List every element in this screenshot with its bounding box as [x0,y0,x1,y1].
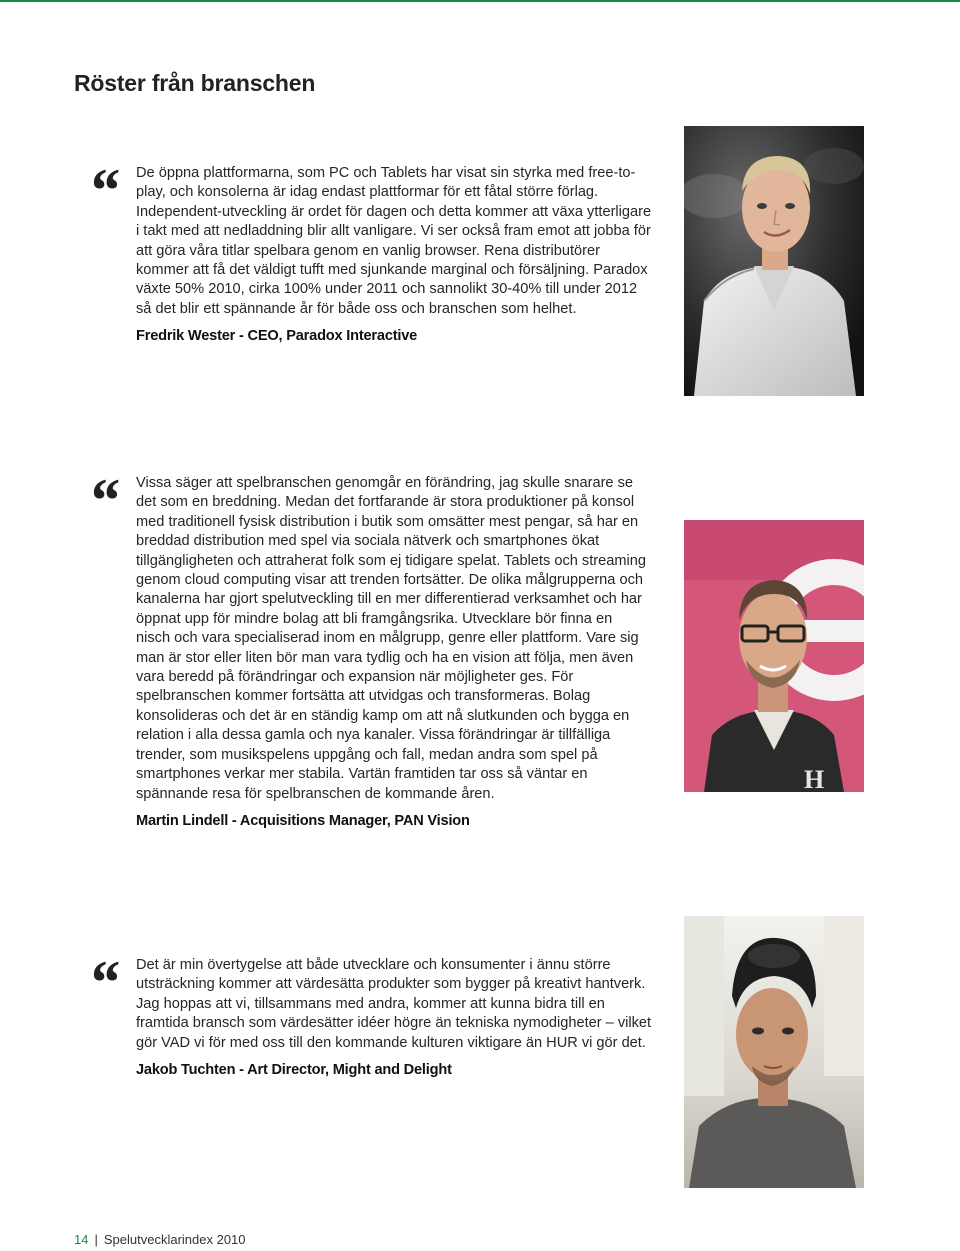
quote-mark-icon: “ [88,952,119,996]
footer-separator: | [94,1232,98,1247]
quote-block-1 [136,164,656,344]
quote-block-2 [136,474,646,829]
quote-author: Fredrik Wester - CEO, Paradox Interactive [136,328,418,345]
quote-block-3 [136,956,656,1078]
page-title: Röster från branschen [74,70,316,96]
portrait-photo-martin-lindell [684,520,864,792]
quote-text: De öppna plattformarna, som PC och Tablets har visat sin styrka med free-to-play, och konsolerna är idag endast plattformar för ett fåtal större förlag. Independent-utveckling är ordet för dagen och detta kommer att växa ytterligare i takt med att nedladdning blir allt vanligare. Vi ser också fram emot att jobba för att göra våra titlar spelbara genom en vanlig browser. Rena distributörer kommer att få det väldigt tufft med sjunkande marginal och försäljning. Paradox växte 50% 2010, cirka 100% under 2011 och sannolikt 30-40% till under 2012 så det blir ett spännande år för både oss och branschen som helhet. [136,165,652,317]
top-accent-rule [0,0,960,2]
quote-text: Det är min övertygelse att både utvecklare och konsumenter i ännu större utsträckning kommer att värdesätta produkter som bygger på kreativt hantverk. Jag hoppas att vi, tillsammans med andra, kommer att kunna bidra till en framtida bransch som värdesätter idéer högre än tekniska nymodigheter – vilket gör VAD vi för med oss till den kommande kulturen viktigare än HUR vi gör det. [136,957,652,1051]
quote-author: Martin Lindell - Acquisitions Manager, PAN Vision [136,812,470,829]
quote-mark-icon: “ [88,470,119,514]
quote-text: Vissa säger att spelbranschen genomgår en förändring, jag skulle snarare se det som en breddning. Medan det fortfarande är stora produktioner på konsol med traditionell fysisk distribution i butik som omsätter mest pengar, så har en breddad distribution med spel via sociala nätverk och smartphones ökat tillgängligheten och attraherat folk som ej tidigare spelat. Tablets och streaming genom cloud computing visar att trenden fortsätter. De olika målgrupperna och kanalerna har gjort spelutveckling till en mer differentierad verksamhet och har öppnat upp för mindre bolag att bli framgångsrika. Utvecklare bör finna en nisch och vara specialiserad inom en målgrupp, genre eller plattform. Vare sig man är stor eller liten bör man vara tydlig och ha en vision att följa, men även vara beredd på förändringar och expansion när möjligheter ges. För spelbranschen kommer fortsätta att utvidgas och transformeras. Bolag konsolideras och det är en ständig kamp om att nå slutkunden och bygga en relation i alla dessa gamla och nya kanaler. Vissa förändringar är tillfälliga trender, som musikspelens uppgång och fall, medan andra som spel på smartphones verkar mer stabila. Vartän framtiden tar oss så väntar en spännande resa för spelbranschen de kommande åren. [136,475,646,802]
portrait-photo-jakob-tuchten [684,916,864,1188]
quote-mark-icon: “ [88,160,119,204]
portrait-photo-fredrik-wester [684,126,864,396]
quote-author: Jakob Tuchten - Art Director, Might and Delight [136,1062,452,1079]
publication-name: Spelutvecklarindex 2010 [103,1232,246,1247]
page-number: 14 [74,1232,89,1247]
page-footer [74,1232,246,1247]
svg-text:H: H [804,765,825,792]
